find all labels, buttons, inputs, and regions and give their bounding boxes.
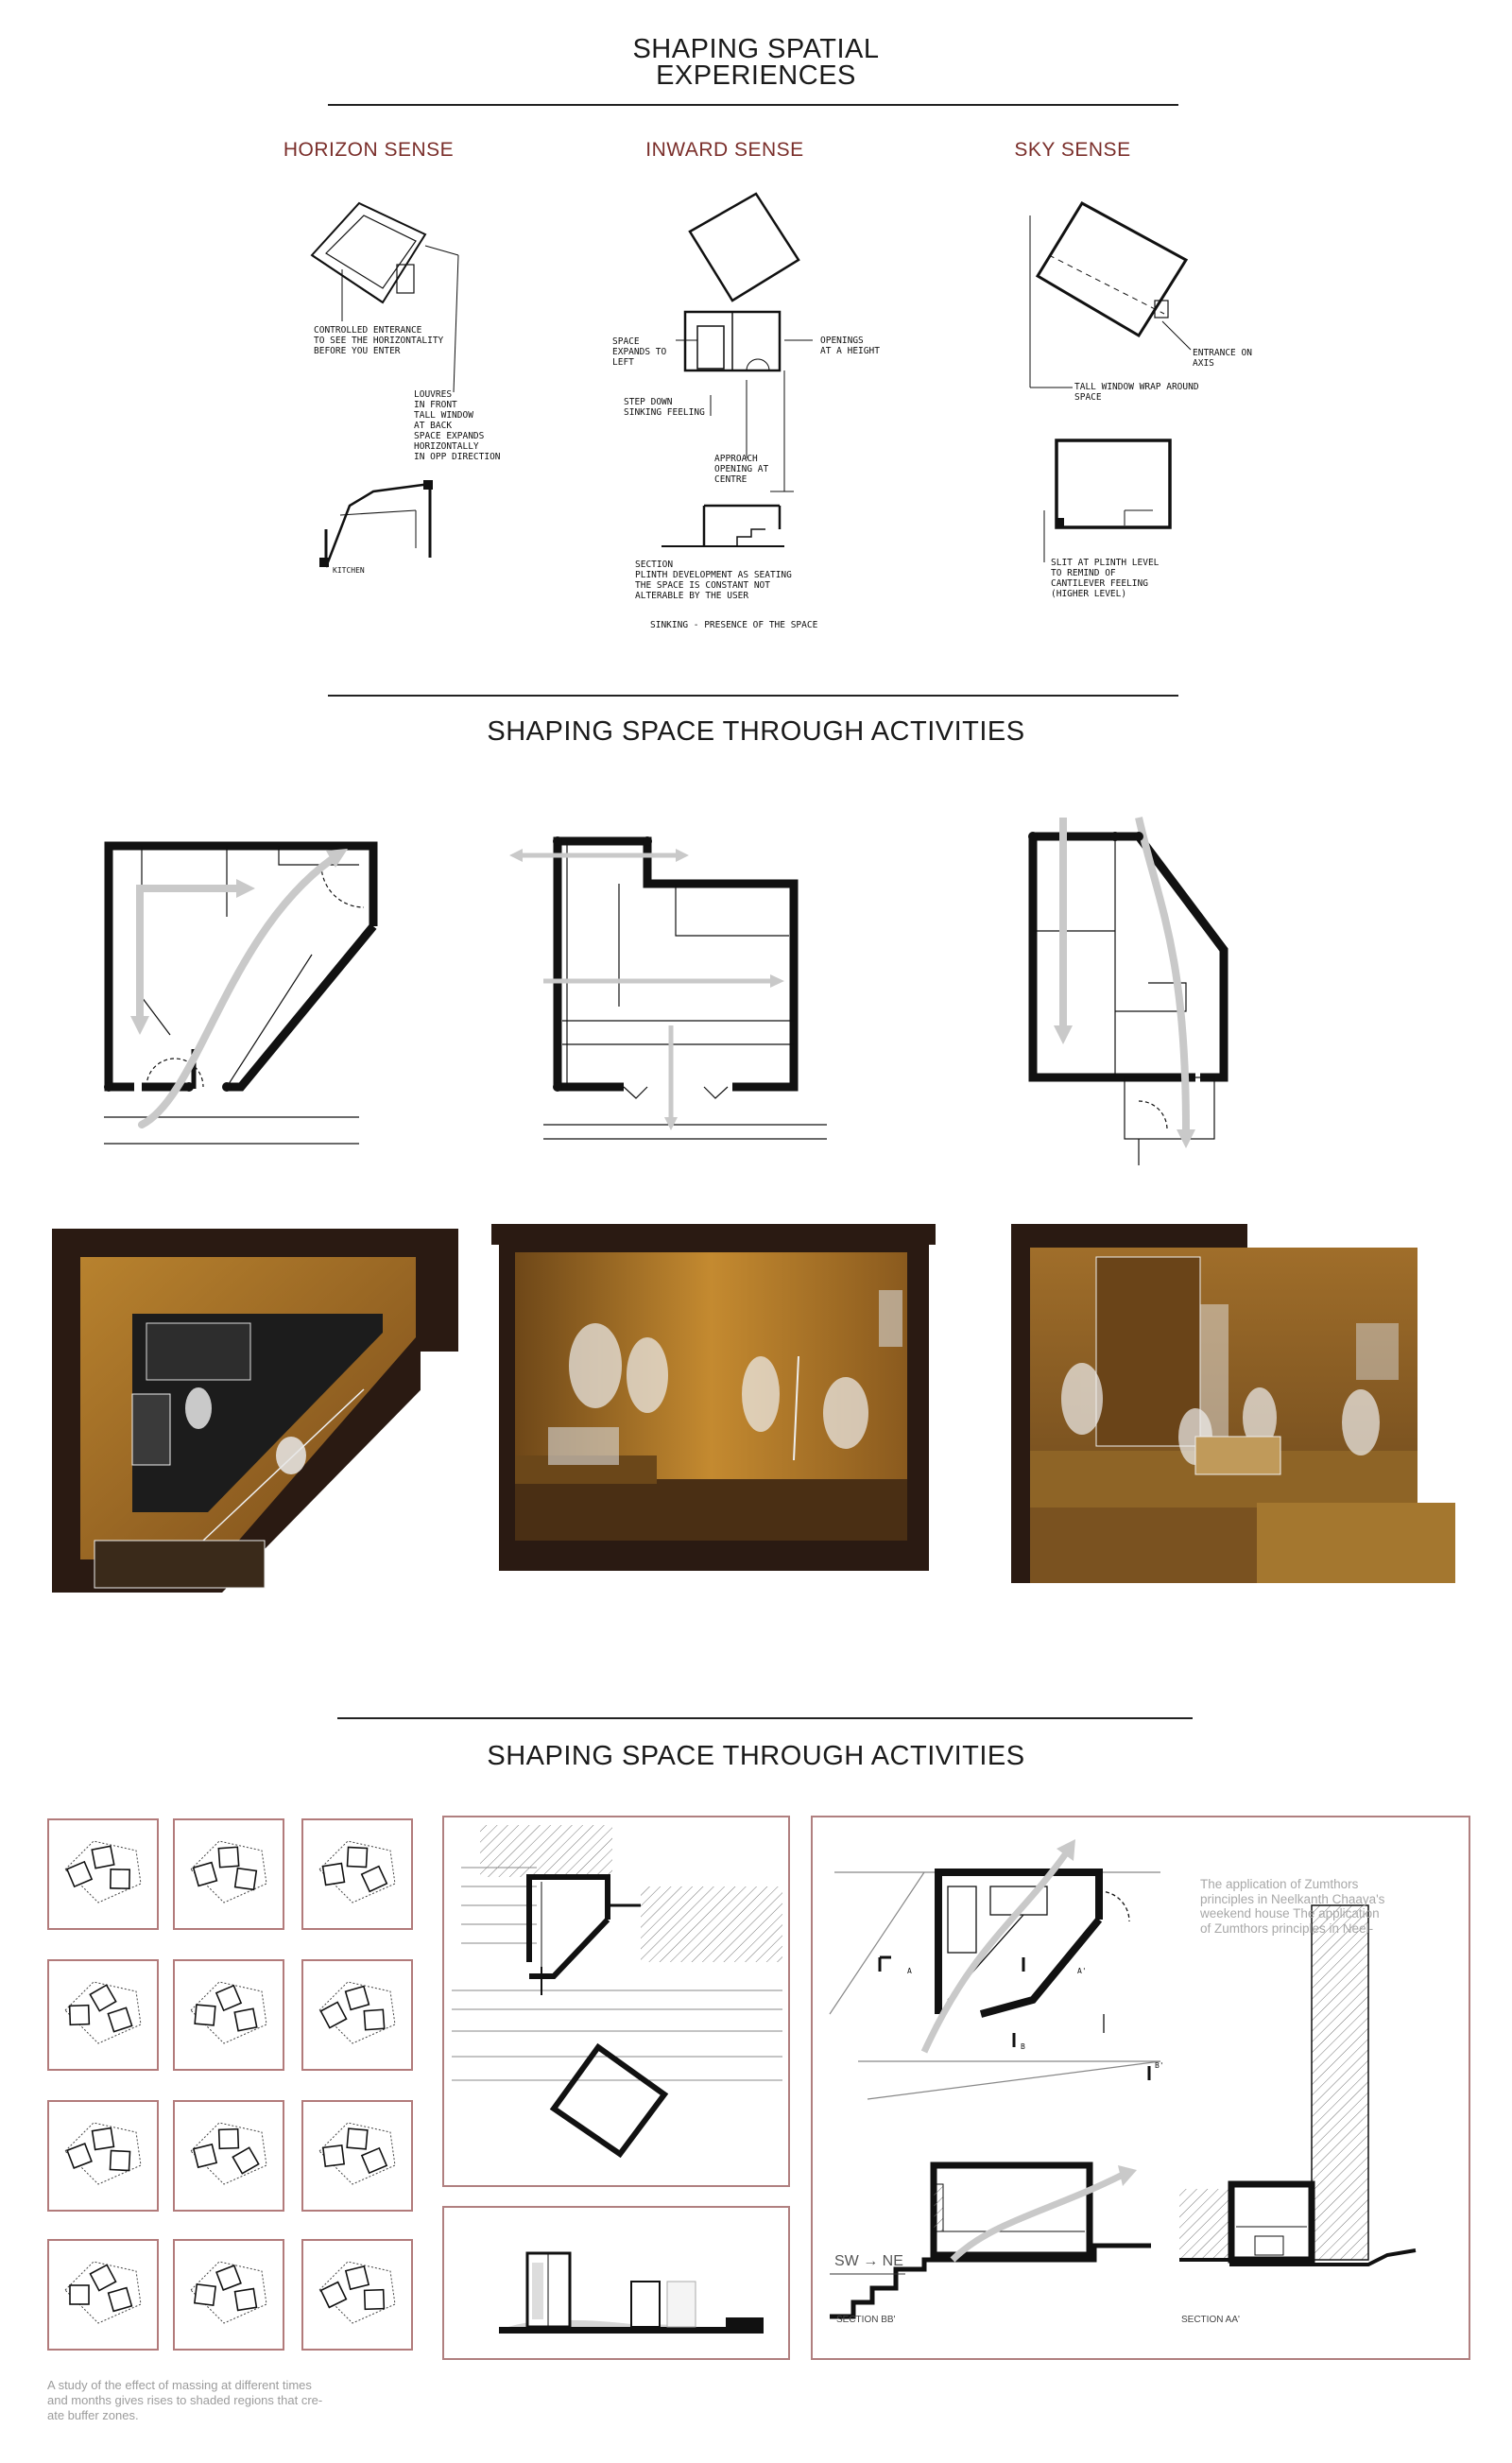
site-plan-drawing (442, 1816, 790, 2187)
activity-render-sky (1006, 1219, 1479, 1588)
section-aa-label: SECTION AA' (1181, 2315, 1240, 2325)
inward-note-approach: APPROACH OPENING AT CENTRE (714, 454, 769, 485)
massing-sketch (191, 2123, 266, 2184)
massing-sketch (65, 1841, 141, 1903)
column-title-sky: SKY SENSE (1014, 139, 1131, 161)
activity-plan-inward (515, 813, 912, 1153)
massing-sketch (191, 1982, 266, 2043)
direction-label: SW → NE (834, 2253, 903, 2269)
horizon-note-kitchen: KITCHEN (333, 566, 365, 575)
elevation-drawing (442, 2206, 790, 2360)
massing-sketch (319, 2262, 395, 2323)
massing-sketch (65, 2123, 141, 2184)
section-bb-label: SECTION BB' (836, 2315, 896, 2325)
activity-plan-horizon (85, 813, 482, 1153)
inward-note-openings: OPENINGS AT A HEIGHT (820, 336, 880, 356)
sky-note-tall-window: TALL WINDOW WRAP AROUND SPACE (1074, 382, 1199, 403)
horizon-note-louvres: LOUVRES IN FRONT TALL WINDOW AT BACK SPACE EXPANDS HORIZONTALLY IN OPP DIRECTION (414, 389, 501, 462)
section-mark-b: B (1021, 2042, 1025, 2051)
activity-plan-sky (997, 808, 1394, 1167)
massing-caption: A study of the effect of massing at different times and months gives rises to shaded regions that cre- ate buffer zones. (47, 2378, 323, 2422)
inward-note-space-expand: SPACE EXPANDS TO LEFT (612, 336, 667, 368)
massing-sketch (319, 1982, 395, 2043)
application-text: The application of Zumthors principles in Neelkanth Chaaya's weekend house The application of Zumthors principles in Neel- (1200, 1877, 1385, 1936)
section3-rule (337, 1717, 1193, 1719)
section2-title: SHAPING SPACE THROUGH ACTIVITIES (487, 716, 1025, 747)
inward-note-sinking: SINKING - PRESENCE OF THE SPACE (650, 620, 818, 630)
sky-sense-sketch (0, 0, 1512, 680)
sky-note-entrance-axis: ENTRANCE ON AXIS (1193, 348, 1252, 369)
massing-sketch (191, 1841, 266, 1903)
section-mark-a: A (907, 1967, 912, 1975)
section-mark-a2: A' (1077, 1967, 1087, 1975)
section3-title: SHAPING SPACE THROUGH ACTIVITIES (487, 1741, 1025, 1771)
massing-sketch (65, 1982, 141, 2043)
massing-study-sketches (38, 1810, 454, 2377)
horizon-note-entrance: CONTROLLED ENTERANCE TO SEE THE HORIZONTALITY BEFORE YOU ENTER (314, 325, 444, 356)
section-mark-b2: B' (1155, 2061, 1164, 2070)
massing-sketch (319, 1841, 395, 1903)
massing-sketch (65, 2262, 141, 2323)
inward-note-step-down: STEP DOWN SINKING FEELING (624, 397, 705, 418)
section1-title-line2: EXPERIENCES (656, 60, 856, 91)
section1-title-line1: SHAPING SPATIAL (632, 34, 880, 64)
inward-note-section: SECTION PLINTH DEVELOPMENT AS SEATING THE SPACE IS CONSTANT NOT ALTERABLE BY THE USER (635, 560, 792, 601)
column-title-inward: INWARD SENSE (645, 139, 804, 161)
massing-sketch (191, 2262, 266, 2323)
section2-rule (328, 695, 1178, 697)
massing-sketch (319, 2123, 395, 2184)
activity-render-kitchen (52, 1229, 468, 1597)
sky-note-slit: SLIT AT PLINTH LEVEL TO REMIND OF CANTILEVER FEELING (HIGHER LEVEL) (1051, 558, 1160, 599)
column-title-horizon: HORIZON SENSE (283, 139, 455, 161)
activity-render-seating (491, 1224, 936, 1574)
